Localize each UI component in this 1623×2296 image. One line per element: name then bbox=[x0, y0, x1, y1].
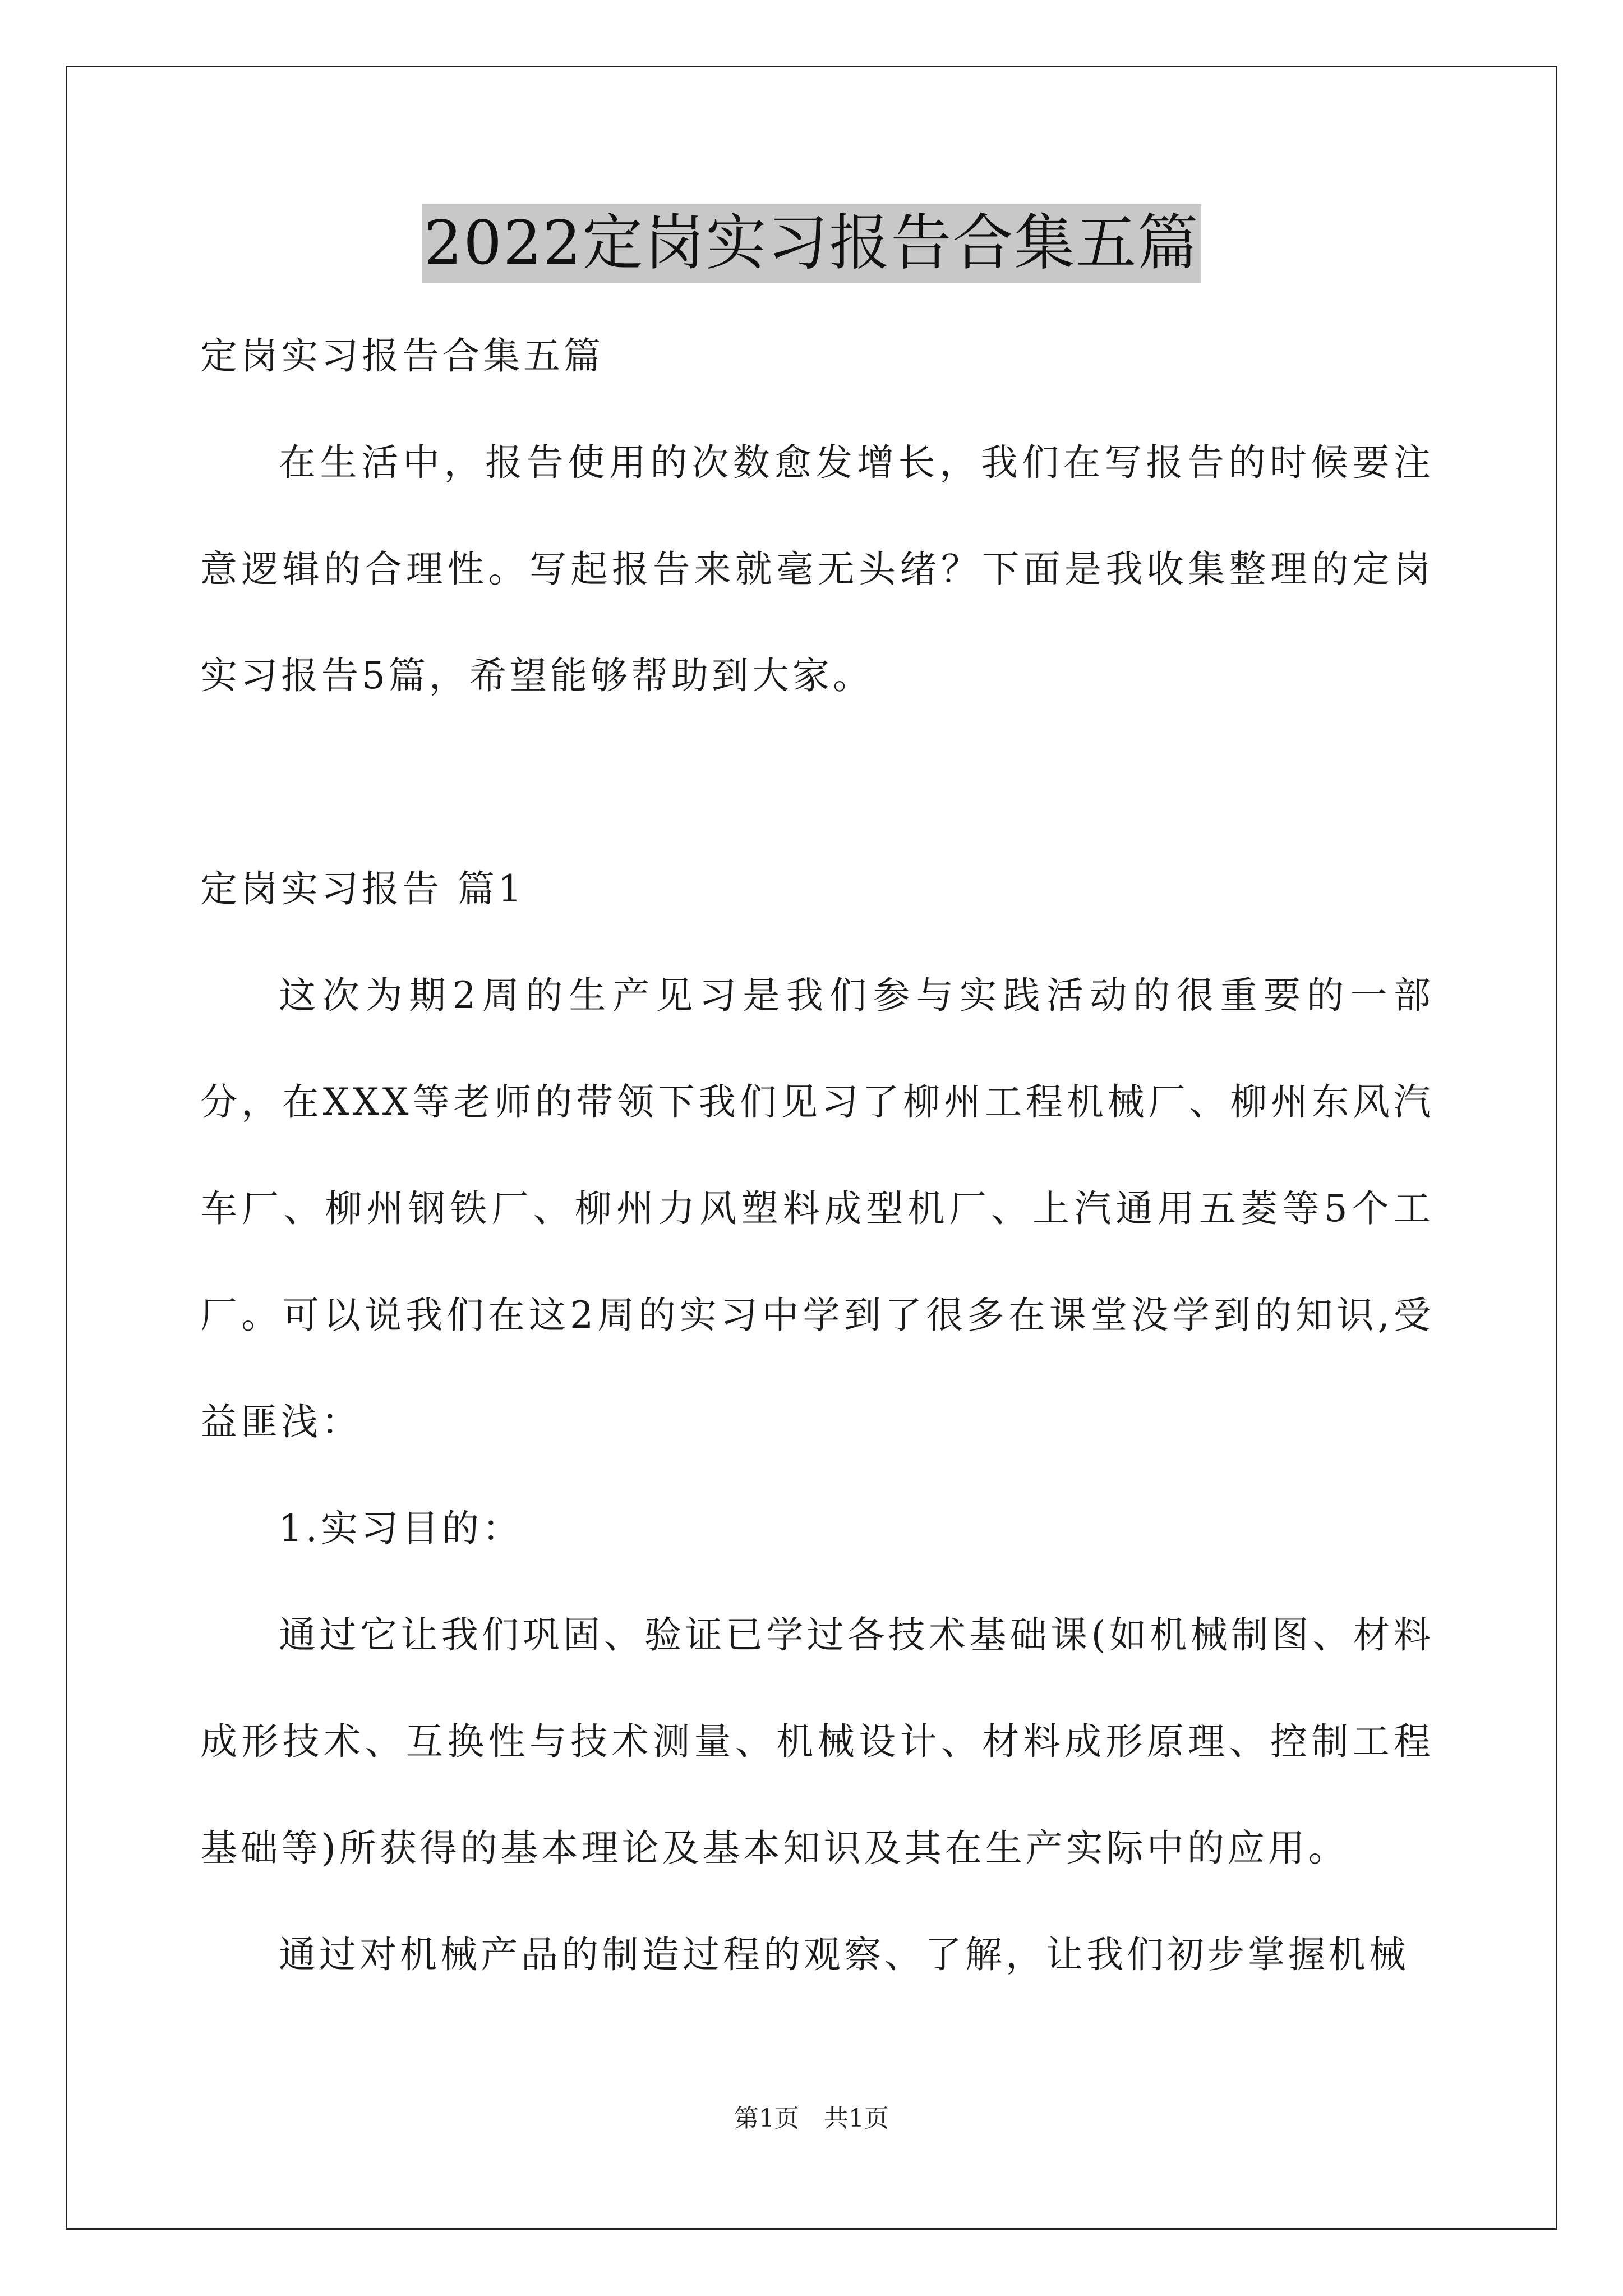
section-heading: 定岗实习报告 篇1 bbox=[200, 867, 525, 910]
subtitle-paragraph: 定岗实习报告合集五篇 bbox=[200, 334, 604, 378]
document-body bbox=[200, 303, 1434, 2008]
title-wrap bbox=[0, 204, 1623, 283]
intro-paragraph: 在生活中，报告使用的次数愈发增长，我们在写报告的时候要注意逻辑的合理性。写起报告来就毫无头绪？下面是我收集整理的定岗实习报告5篇，希望能够帮助到大家。 bbox=[200, 441, 1434, 697]
body-paragraph: 通过对机械产品的制造过程的观察、了解，让我们初步掌握机械 bbox=[279, 1933, 1409, 1976]
list-heading: 1.实习目的： bbox=[279, 1507, 523, 1550]
blank-line bbox=[200, 729, 1434, 836]
document-title: 2022定岗实习报告合集五篇 bbox=[422, 204, 1202, 283]
page-footer: 第1页 共1页 bbox=[734, 2104, 889, 2133]
body-paragraph: 通过它让我们巩固、验证已学过各技术基础课(如机械制图、材料成形技术、互换性与技术测量、机械设计、材料成形原理、控制工程基础等)所获得的基本理论及基本知识及其在生产实际中的应用。 bbox=[200, 1613, 1434, 1870]
body-paragraph: 这次为期2周的生产见习是我们参与实践活动的很重要的一部分，在XXX等老师的带领下我们见习了柳州工程机械厂、柳州东风汽车厂、柳州钢铁厂、柳州力风塑料成型机厂、上汽通用五菱等5个工厂。可以说我们在这2周的实习中学到了很多在课堂没学到的知识,受益匪浅： bbox=[200, 974, 1434, 1443]
